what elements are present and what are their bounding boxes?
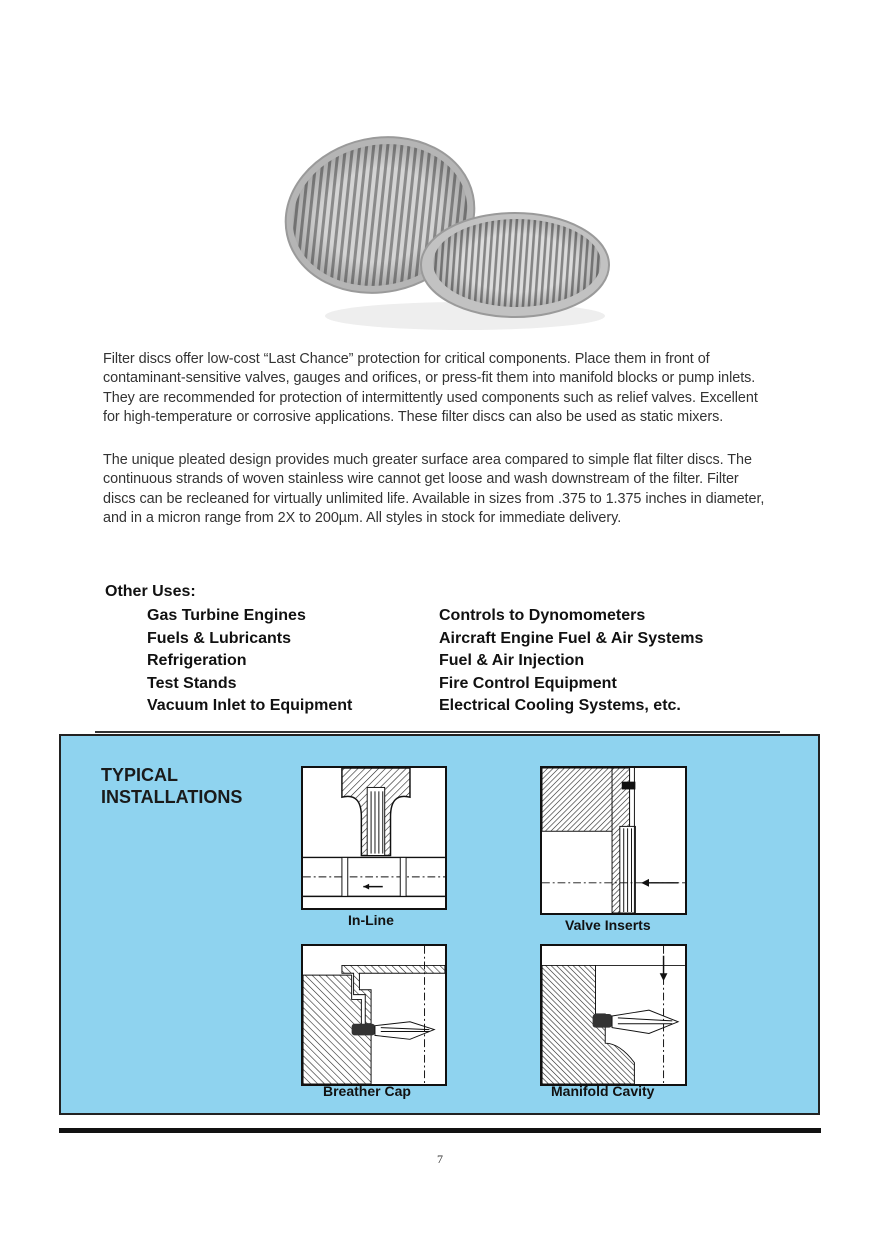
panel-title-line-1: TYPICAL <box>101 765 179 785</box>
manifold-cavity-diagram <box>540 944 687 1086</box>
list-item: Electrical Cooling Systems, etc. <box>439 697 681 715</box>
in-line-diagram <box>301 766 447 910</box>
list-item: Fuel & Air Injection <box>439 652 585 670</box>
other-uses-left-list <box>147 605 352 718</box>
list-item: Gas Turbine Engines <box>147 607 306 624</box>
list-item: Aircraft Engine Fuel & Air Systems <box>439 629 704 647</box>
list-item: Test Stands <box>147 674 237 692</box>
in-line-caption: In-Line <box>348 912 394 928</box>
bottom-rule <box>59 1128 821 1133</box>
panel-title <box>101 764 242 808</box>
list-item: Controls to Dynomometers <box>439 607 646 624</box>
breather-cap-diagram <box>301 944 447 1086</box>
intro-paragraph-1: Filter discs offer low-cost “Last Chance” protection for critical components. Place them in front of contaminant-sensitive valves, gauges and orifices, or press-fit them into manifold blocks or pump inlets. They are recommended for protection of intermittently used components such as relief valves. Excellent for high-temperature or corrosive applications. These filter discs can also be used as static mixers. <box>103 351 758 425</box>
panel-top-rule <box>95 731 780 733</box>
intro-paragraph-2: The unique pleated design provides much greater surface area compared to simple flat filter discs. The continuous strands of woven stainless wire cannot get loose and wash downstream of the filter. Filter discs can be recleaned for virtually unlimited life. Available in sizes from .375 to 1.375 inches in diameter, and in a micron range from 2X to 200µm. All styles in stock for immediate delivery. <box>103 452 765 526</box>
typical-installations-panel <box>59 734 820 1115</box>
list-item: Vacuum Inlet to Equipment <box>147 697 353 715</box>
panel-title-line-2: INSTALLATIONS <box>101 787 243 807</box>
valve-inserts-caption: Valve Inserts <box>565 917 651 933</box>
list-item: Refrigeration <box>147 652 247 670</box>
valve-inserts-diagram <box>540 766 687 915</box>
filter-discs-photo <box>270 120 620 335</box>
other-uses-heading: Other Uses: <box>105 583 196 600</box>
breather-cap-caption: Breather Cap <box>323 1083 411 1099</box>
other-uses-right-list <box>439 605 703 718</box>
page-number: 7 <box>437 1152 443 1166</box>
list-item: Fuels & Lubricants <box>147 629 292 647</box>
list-item: Fire Control Equipment <box>439 674 617 692</box>
manifold-cavity-caption: Manifold Cavity <box>551 1083 655 1099</box>
